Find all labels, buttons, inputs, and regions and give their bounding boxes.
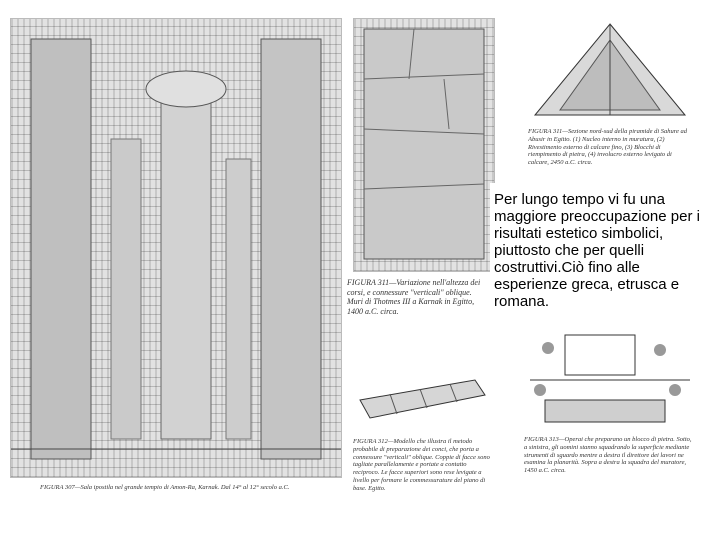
figure-pyramid-section [530, 20, 690, 120]
figure-workers [520, 330, 695, 430]
hypostyle-hall-drawing [11, 19, 341, 477]
figure-hypostyle-hall [10, 18, 342, 478]
overlay-text: Per lungo tempo vi fu una maggiore preoccupazione per i risultati estetico simbolici, piuttosto che per quelli costruttivi.Ciò fino alle esperienze greca, etrusca e romana. [494, 191, 700, 310]
workers-drawing [520, 330, 695, 430]
caption-figure-307: FIGURA 307—Sala ipostila nel grande tempio di Amon-Ra, Karnak. Dal 14° al 12° secolo a.C. [40, 484, 290, 491]
figure-stone-model [355, 370, 490, 430]
figure-wall-courses [353, 18, 495, 272]
wall-courses-drawing [354, 19, 494, 271]
caption-figure-312: FIGURA 312—Modello che illustra il metodo probabile di preparazione dei conci, che porta a connessure "verticali" oblique. Coppie di facce sono tagliate parallelamente e portate a contatto reciproco. Le facce superiori sono rese levigate a livello per formare le commessurature del piano di base. Egitto. [353, 438, 490, 492]
caption-figure-311-pyramid: FIGURA 311—Sezione nord-sud della piramide di Sahure ad Abusir in Egitto. (1) Nucleo interno in muratura, (2) Rivestimento esterno di calcare fino, (3) Blocchi di riempimento di pietra, (4) involucro esterno levigato di calcare, 2450 a.C. circa. [528, 128, 688, 167]
caption-figure-313: FIGURA 313—Operai che preparano un blocco di pietra. Sotto, a sinistra, gli uomini stanno squadrando la superficie mediante strumenti di sguardo mentre a destra il direttore dei lavori ne esamina la planarità. Sopra a destra la squadra del muratore, 1450 a.C. circa. [524, 436, 692, 475]
overlay-text-box [490, 183, 720, 325]
stone-model-drawing [355, 370, 490, 430]
caption-figure-311-walls: FIGURA 311—Variazione nell'altezza dei corsi, e connessure "verticali" oblique. Muri di Thotmes III a Karnak in Egitto, 1400 a.C. circa. [347, 278, 481, 316]
pyramid-section-drawing [530, 20, 690, 120]
